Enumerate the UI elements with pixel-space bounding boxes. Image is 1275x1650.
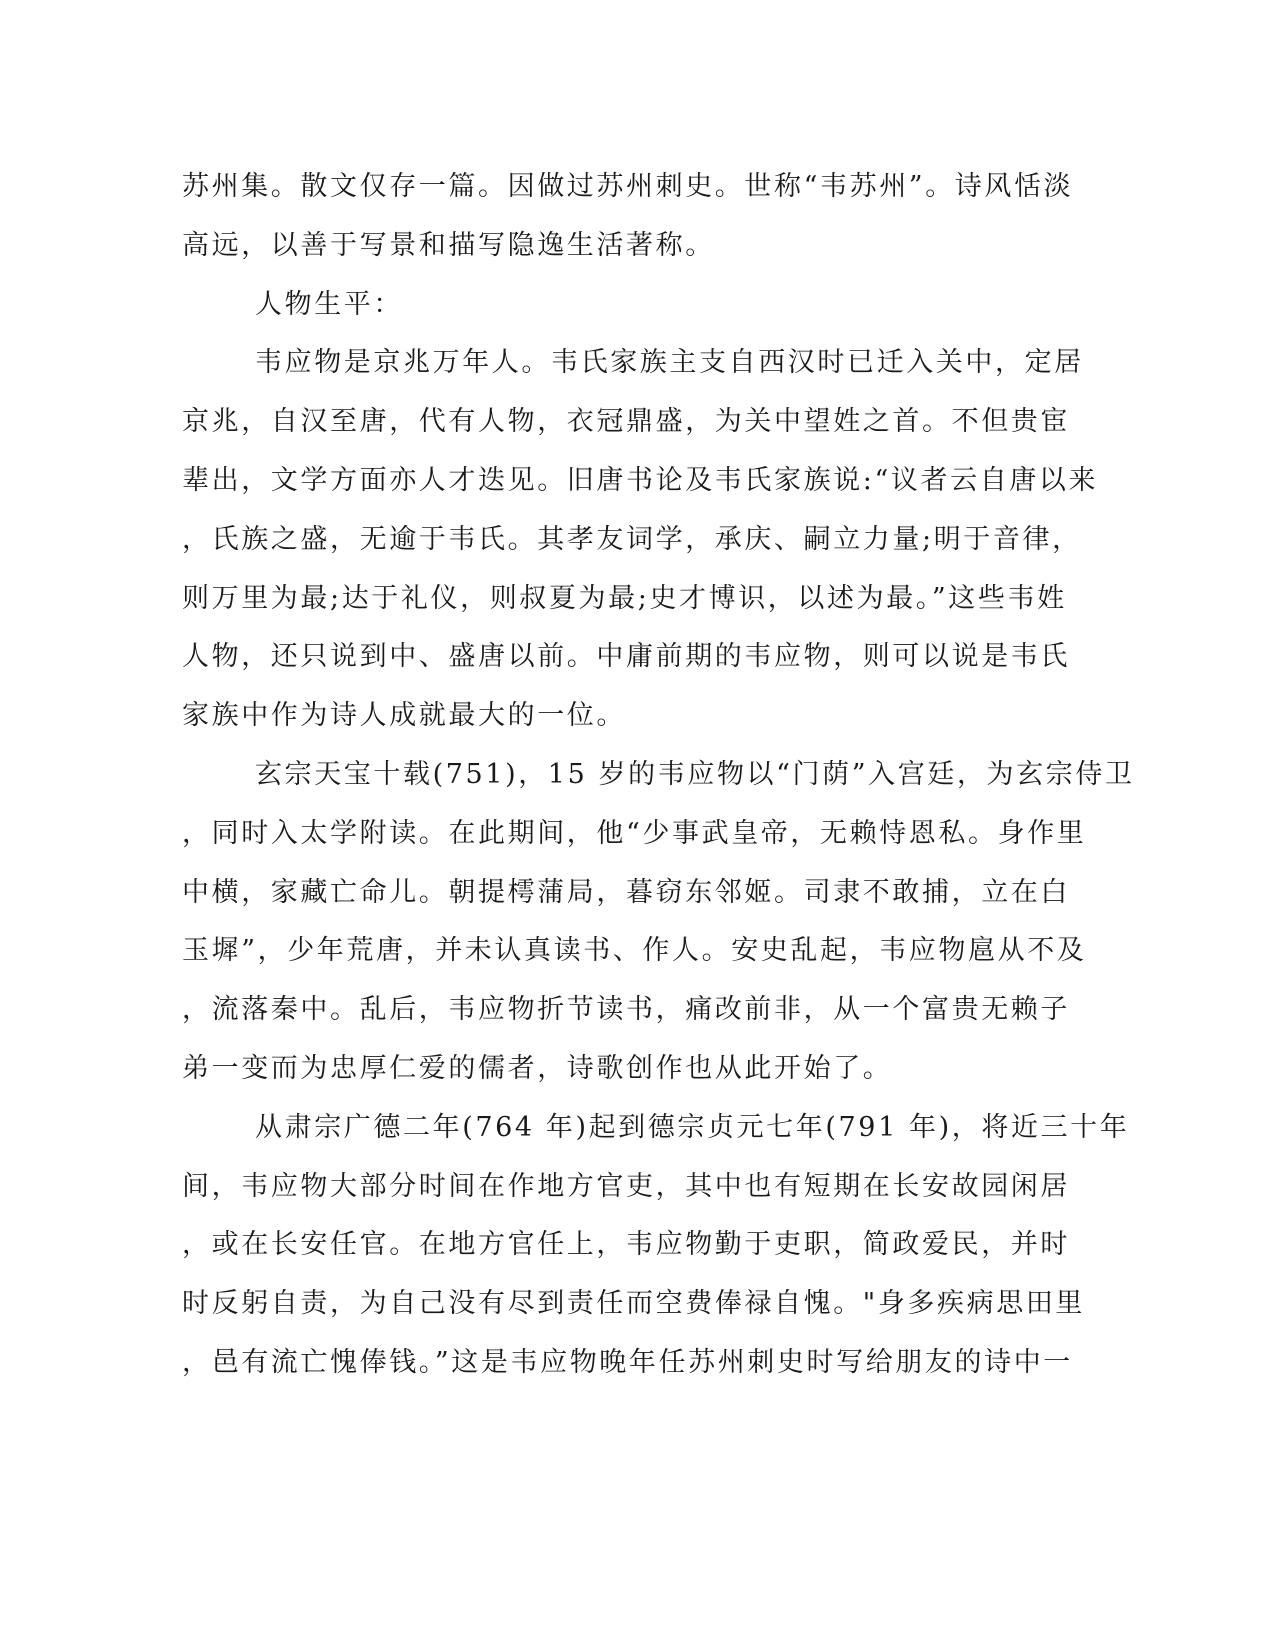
text-line: 中横，家藏亡命儿。朝提樗蒲局，暮窃东邻姬。司隶不敢捕，立在白 <box>182 876 1070 908</box>
text-line: ，邑有流亡愧俸钱。”这是韦应物晚年任苏州刺史时写给朋友的诗中一 <box>182 1346 1073 1378</box>
text-line: 玉墀”，少年荒唐，并未认真读书、作人。安史乱起，韦应物扈从不及 <box>182 935 1087 967</box>
paragraph-start-line: 玄宗天宝十载(751)，15 岁的韦应物以“门荫”入宫廷，为玄宗侍卫 <box>255 758 1135 790</box>
text-line: 高远，以善于写景和描写隐逸生活著称。 <box>182 229 715 261</box>
text-line: 弟一变而为忠厚仁爱的儒者，诗歌创作也从此开始了。 <box>182 1052 893 1084</box>
text-line: 间，韦应物大部分时间在作地方官吏，其中也有短期在长安故园闲居 <box>182 1170 1070 1202</box>
text-line: 辈出，文学方面亦人才迭见。旧唐书论及韦氏家族说:“议者云自唐以来 <box>182 464 1099 496</box>
text-line: ，流落秦中。乱后，韦应物折节读书，痛改前非，从一个富贵无赖子 <box>182 994 1070 1026</box>
text-line: 家族中作为诗人成就最大的一位。 <box>182 700 626 732</box>
text-line: 京兆，自汉至唐，代有人物，衣冠鼎盛，为关中望姓之首。不但贵宦 <box>182 406 1070 438</box>
paragraph-start-line: 人物生平： <box>255 288 403 320</box>
document-body <box>182 158 1135 1393</box>
text-line: 苏州集。散文仅存一篇。因做过苏州刺史。世称“韦苏州”。诗风恬淡 <box>182 171 1074 202</box>
text-line: 时反躬自责，为自己没有尽到责任而空费俸禄自愧。"身多疾病思田里 <box>182 1288 1086 1320</box>
text-line: ，氏族之盛，无逾于韦氏。其孝友词学，承庆、嗣立力量;明于音律， <box>182 523 1082 555</box>
paragraph-start-line: 从肃宗广德二年(764 年)起到德宗贞元七年(791 年)，将近三十年 <box>255 1111 1130 1143</box>
paragraph-start-line: 韦应物是京兆万年人。韦氏家族主支自西汉时已迁入关中，定居 <box>255 347 1084 379</box>
text-line: 人物，还只说到中、盛唐以前。中庸前期的韦应物，则可以说是韦氏 <box>182 641 1070 673</box>
text-line: ，同时入太学附读。在此期间，他“少事武皇帝，无赖恃恩私。身作里 <box>182 817 1087 849</box>
text-line: ，或在长安任官。在地方官任上，韦应物勤于吏职，简政爱民，并时 <box>182 1229 1070 1261</box>
text-line: 则万里为最;达于礼仪，则叔夏为最;史才博识，以述为最。”这些韦姓 <box>182 582 1067 614</box>
